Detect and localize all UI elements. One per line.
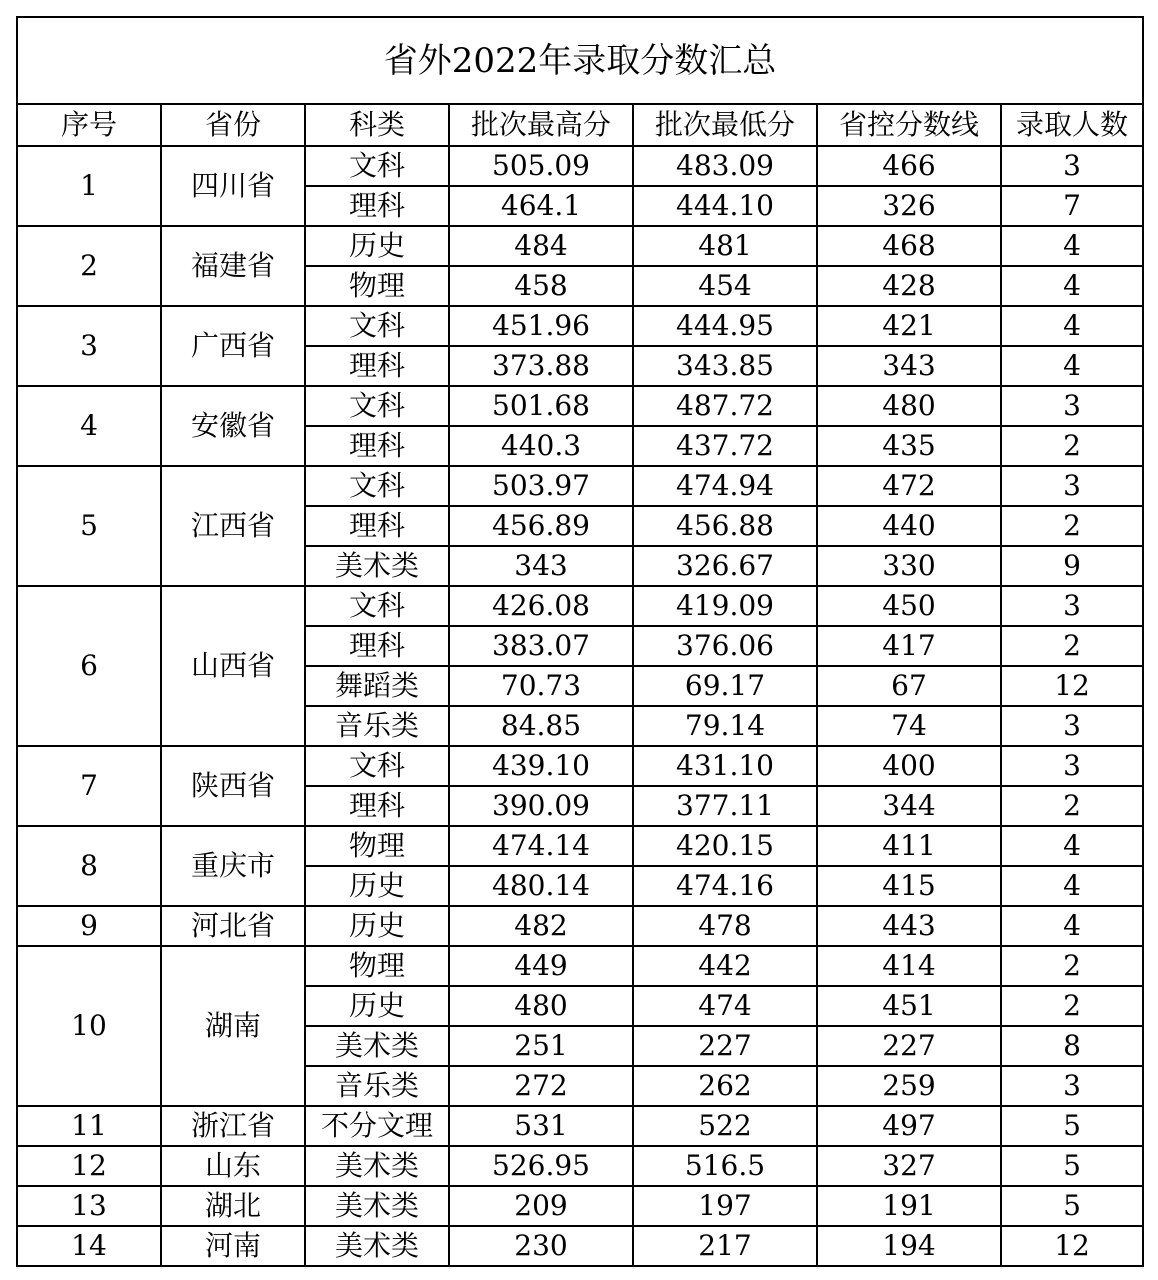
cell-admitted-count: 3	[1001, 146, 1143, 186]
cell-control-line: 67	[817, 666, 1001, 706]
cell-max-score: 70.73	[449, 666, 633, 706]
cell-min-score: 343.85	[633, 346, 817, 386]
cell-admitted-count: 2	[1001, 626, 1143, 666]
cell-control-line: 414	[817, 946, 1001, 986]
cell-min-score: 444.95	[633, 306, 817, 346]
cell-control-line: 468	[817, 226, 1001, 266]
cell-control-line: 450	[817, 586, 1001, 626]
cell-min-score: 487.72	[633, 386, 817, 426]
cell-max-score: 426.08	[449, 586, 633, 626]
cell-min-score: 431.10	[633, 746, 817, 786]
cell-control-line: 435	[817, 426, 1001, 466]
cell-min-score: 478	[633, 906, 817, 946]
cell-category: 理科	[305, 506, 449, 546]
cell-index: 1	[17, 146, 161, 226]
cell-control-line: 400	[817, 746, 1001, 786]
cell-min-score: 442	[633, 946, 817, 986]
cell-province: 四川省	[161, 146, 305, 226]
cell-admitted-count: 3	[1001, 586, 1143, 626]
cell-control-line: 327	[817, 1146, 1001, 1186]
cell-category: 美术类	[305, 1146, 449, 1186]
cell-province: 湖北	[161, 1186, 305, 1226]
cell-category: 文科	[305, 586, 449, 626]
cell-control-line: 411	[817, 826, 1001, 866]
cell-category: 历史	[305, 986, 449, 1026]
cell-category: 文科	[305, 746, 449, 786]
cell-control-line: 466	[817, 146, 1001, 186]
cell-admitted-count: 4	[1001, 266, 1143, 306]
cell-province: 河北省	[161, 906, 305, 946]
cell-admitted-count: 3	[1001, 746, 1143, 786]
cell-index: 13	[17, 1186, 161, 1226]
cell-admitted-count: 2	[1001, 786, 1143, 826]
cell-category: 理科	[305, 186, 449, 226]
cell-admitted-count: 2	[1001, 986, 1143, 1026]
cell-control-line: 259	[817, 1066, 1001, 1106]
cell-control-line: 472	[817, 466, 1001, 506]
cell-admitted-count: 12	[1001, 1226, 1143, 1266]
cell-max-score: 439.10	[449, 746, 633, 786]
cell-min-score: 419.09	[633, 586, 817, 626]
cell-max-score: 456.89	[449, 506, 633, 546]
cell-index: 10	[17, 946, 161, 1106]
cell-admitted-count: 7	[1001, 186, 1143, 226]
cell-max-score: 474.14	[449, 826, 633, 866]
cell-province: 重庆市	[161, 826, 305, 906]
table-body	[17, 146, 1143, 1266]
cell-admitted-count: 4	[1001, 826, 1143, 866]
cell-min-score: 326.67	[633, 546, 817, 586]
title-row	[17, 17, 1143, 104]
cell-index: 4	[17, 386, 161, 466]
cell-control-line: 421	[817, 306, 1001, 346]
cell-control-line: 480	[817, 386, 1001, 426]
cell-category: 理科	[305, 426, 449, 466]
cell-index: 8	[17, 826, 161, 906]
cell-max-score: 449	[449, 946, 633, 986]
cell-min-score: 420.15	[633, 826, 817, 866]
cell-control-line: 74	[817, 706, 1001, 746]
table-title: 省外2022年录取分数汇总	[17, 17, 1143, 104]
cell-admitted-count: 3	[1001, 386, 1143, 426]
cell-admitted-count: 9	[1001, 546, 1143, 586]
cell-index: 7	[17, 746, 161, 826]
header-max-score: 批次最高分	[449, 104, 633, 146]
cell-category: 理科	[305, 626, 449, 666]
cell-index: 3	[17, 306, 161, 386]
cell-category: 理科	[305, 346, 449, 386]
table-row	[17, 1226, 1143, 1266]
cell-min-score: 217	[633, 1226, 817, 1266]
cell-admitted-count: 3	[1001, 1066, 1143, 1106]
cell-province: 安徽省	[161, 386, 305, 466]
cell-control-line: 344	[817, 786, 1001, 826]
cell-category: 历史	[305, 226, 449, 266]
cell-category: 美术类	[305, 1226, 449, 1266]
cell-max-score: 458	[449, 266, 633, 306]
cell-index: 14	[17, 1226, 161, 1266]
cell-min-score: 262	[633, 1066, 817, 1106]
cell-max-score: 383.07	[449, 626, 633, 666]
cell-category: 文科	[305, 386, 449, 426]
cell-category: 文科	[305, 466, 449, 506]
cell-admitted-count: 2	[1001, 506, 1143, 546]
cell-admitted-count: 3	[1001, 466, 1143, 506]
cell-index: 9	[17, 906, 161, 946]
cell-province: 湖南	[161, 946, 305, 1106]
cell-control-line: 194	[817, 1226, 1001, 1266]
cell-control-line: 440	[817, 506, 1001, 546]
cell-province: 陕西省	[161, 746, 305, 826]
cell-admitted-count: 5	[1001, 1186, 1143, 1226]
cell-min-score: 69.17	[633, 666, 817, 706]
cell-province: 浙江省	[161, 1106, 305, 1146]
cell-category: 历史	[305, 906, 449, 946]
cell-admitted-count: 5	[1001, 1106, 1143, 1146]
cell-min-score: 456.88	[633, 506, 817, 546]
cell-max-score: 464.1	[449, 186, 633, 226]
cell-province: 河南	[161, 1226, 305, 1266]
cell-max-score: 373.88	[449, 346, 633, 386]
cell-province: 山西省	[161, 586, 305, 746]
cell-admitted-count: 4	[1001, 906, 1143, 946]
cell-max-score: 503.97	[449, 466, 633, 506]
cell-min-score: 227	[633, 1026, 817, 1066]
cell-max-score: 440.3	[449, 426, 633, 466]
cell-category: 文科	[305, 306, 449, 346]
cell-index: 6	[17, 586, 161, 746]
cell-max-score: 272	[449, 1066, 633, 1106]
cell-admitted-count: 4	[1001, 306, 1143, 346]
cell-max-score: 480	[449, 986, 633, 1026]
admission-score-table	[16, 16, 1144, 1267]
cell-min-score: 483.09	[633, 146, 817, 186]
cell-max-score: 531	[449, 1106, 633, 1146]
cell-max-score: 251	[449, 1026, 633, 1066]
cell-max-score: 480.14	[449, 866, 633, 906]
cell-max-score: 526.95	[449, 1146, 633, 1186]
header-min-score: 批次最低分	[633, 104, 817, 146]
table-row	[17, 586, 1143, 626]
cell-min-score: 522	[633, 1106, 817, 1146]
cell-admitted-count: 2	[1001, 426, 1143, 466]
cell-control-line: 417	[817, 626, 1001, 666]
cell-control-line: 326	[817, 186, 1001, 226]
header-province: 省份	[161, 104, 305, 146]
cell-min-score: 376.06	[633, 626, 817, 666]
cell-control-line: 451	[817, 986, 1001, 1026]
table-row	[17, 826, 1143, 866]
cell-category: 舞蹈类	[305, 666, 449, 706]
header-control-line: 省控分数线	[817, 104, 1001, 146]
cell-admitted-count: 2	[1001, 946, 1143, 986]
cell-category: 美术类	[305, 1186, 449, 1226]
table-row	[17, 906, 1143, 946]
table-row	[17, 946, 1143, 986]
cell-index: 5	[17, 466, 161, 586]
cell-index: 12	[17, 1146, 161, 1186]
cell-min-score: 437.72	[633, 426, 817, 466]
cell-category: 物理	[305, 946, 449, 986]
cell-min-score: 197	[633, 1186, 817, 1226]
cell-max-score: 84.85	[449, 706, 633, 746]
cell-admitted-count: 4	[1001, 346, 1143, 386]
cell-control-line: 415	[817, 866, 1001, 906]
cell-control-line: 191	[817, 1186, 1001, 1226]
table-row	[17, 1186, 1143, 1226]
cell-max-score: 343	[449, 546, 633, 586]
cell-min-score: 454	[633, 266, 817, 306]
cell-category: 理科	[305, 786, 449, 826]
cell-min-score: 481	[633, 226, 817, 266]
cell-control-line: 443	[817, 906, 1001, 946]
cell-max-score: 230	[449, 1226, 633, 1266]
cell-max-score: 390.09	[449, 786, 633, 826]
cell-control-line: 227	[817, 1026, 1001, 1066]
cell-category: 物理	[305, 826, 449, 866]
cell-province: 福建省	[161, 226, 305, 306]
cell-min-score: 377.11	[633, 786, 817, 826]
cell-admitted-count: 5	[1001, 1146, 1143, 1186]
table-row	[17, 306, 1143, 346]
cell-admitted-count: 3	[1001, 706, 1143, 746]
header-admitted-count: 录取人数	[1001, 104, 1143, 146]
cell-province: 广西省	[161, 306, 305, 386]
cell-index: 2	[17, 226, 161, 306]
cell-control-line: 330	[817, 546, 1001, 586]
header-category: 科类	[305, 104, 449, 146]
cell-min-score: 516.5	[633, 1146, 817, 1186]
cell-category: 历史	[305, 866, 449, 906]
cell-category: 音乐类	[305, 706, 449, 746]
table-row	[17, 386, 1143, 426]
header-index: 序号	[17, 104, 161, 146]
cell-category: 音乐类	[305, 1066, 449, 1106]
cell-max-score: 451.96	[449, 306, 633, 346]
cell-max-score: 501.68	[449, 386, 633, 426]
table-row	[17, 1106, 1143, 1146]
cell-admitted-count: 12	[1001, 666, 1143, 706]
cell-max-score: 209	[449, 1186, 633, 1226]
cell-control-line: 497	[817, 1106, 1001, 1146]
cell-admitted-count: 4	[1001, 226, 1143, 266]
cell-min-score: 474.94	[633, 466, 817, 506]
table-row	[17, 1146, 1143, 1186]
cell-control-line: 343	[817, 346, 1001, 386]
table-row	[17, 226, 1143, 266]
cell-min-score: 474.16	[633, 866, 817, 906]
cell-admitted-count: 8	[1001, 1026, 1143, 1066]
cell-min-score: 474	[633, 986, 817, 1026]
cell-province: 山东	[161, 1146, 305, 1186]
cell-max-score: 484	[449, 226, 633, 266]
cell-control-line: 428	[817, 266, 1001, 306]
cell-category: 美术类	[305, 546, 449, 586]
cell-province: 江西省	[161, 466, 305, 586]
cell-min-score: 79.14	[633, 706, 817, 746]
header-row	[17, 104, 1143, 146]
cell-category: 物理	[305, 266, 449, 306]
cell-category: 文科	[305, 146, 449, 186]
cell-max-score: 482	[449, 906, 633, 946]
cell-admitted-count: 4	[1001, 866, 1143, 906]
cell-index: 11	[17, 1106, 161, 1146]
cell-category: 美术类	[305, 1026, 449, 1066]
cell-min-score: 444.10	[633, 186, 817, 226]
cell-max-score: 505.09	[449, 146, 633, 186]
table-row	[17, 746, 1143, 786]
table-row	[17, 146, 1143, 186]
cell-category: 不分文理	[305, 1106, 449, 1146]
table-row	[17, 466, 1143, 506]
